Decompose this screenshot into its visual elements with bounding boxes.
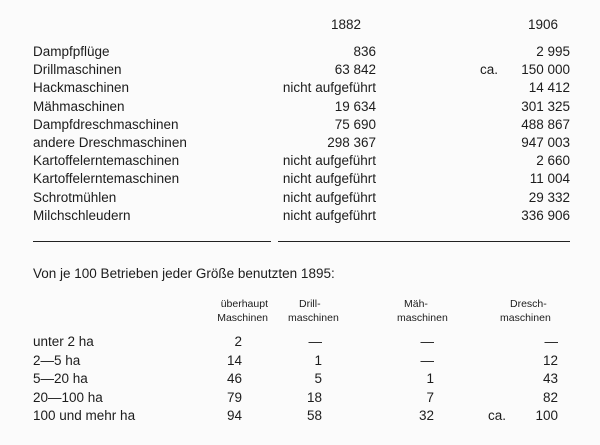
machine-name: Kartoffelerntemaschinen <box>33 171 180 187</box>
value-1906: 150 000 <box>521 62 570 78</box>
value-1906: 301 325 <box>521 98 570 114</box>
value-1882: nicht aufgeführt <box>282 171 376 187</box>
value-drill: — <box>308 334 322 349</box>
farm-size: 5—20 ha <box>33 371 88 386</box>
farm-size: 2—5 ha <box>33 352 81 368</box>
value-threshing: 100 <box>535 408 558 423</box>
value-threshing: — <box>544 334 558 349</box>
value-mowing: — <box>420 352 434 368</box>
value-1906: 947 003 <box>521 135 570 150</box>
value-1882: nicht aufgeführt <box>282 207 376 223</box>
value-1906: 336 906 <box>521 207 570 223</box>
value-1882: 19 634 <box>334 98 376 114</box>
machine-name: Dampfdreschmaschinen <box>33 116 179 132</box>
value-1882: nicht aufgeführt <box>282 189 376 205</box>
value-drill: 1 <box>314 352 322 368</box>
value-drill: 58 <box>306 408 322 423</box>
value-drill: 18 <box>306 389 322 405</box>
approx-prefix: ca. <box>488 408 507 423</box>
value-mowing: — <box>420 334 434 349</box>
machine-name: Dampfpflüge <box>33 44 110 59</box>
machine-name: Hackmaschinen <box>33 80 130 96</box>
machine-name: Drillmaschinen <box>33 62 122 78</box>
header-threshing-machines: Dresch- maschinen <box>500 298 551 324</box>
value-mowing: 7 <box>426 389 434 405</box>
value-1906: 2 995 <box>536 44 570 59</box>
value-all-machines: 2 <box>234 334 242 349</box>
machine-name: Milchschleudern <box>33 207 131 223</box>
farm-size: 20—100 ha <box>33 389 103 405</box>
value-1882: nicht aufgeführt <box>282 80 376 96</box>
divider-right <box>278 241 570 242</box>
farm-size: unter 2 ha <box>33 334 94 349</box>
value-all-machines: 14 <box>226 352 242 368</box>
farm-size: 100 und mehr ha <box>33 408 136 423</box>
value-1906: 29 332 <box>528 189 570 205</box>
value-1906: 2 660 <box>536 153 570 169</box>
value-all-machines: 79 <box>226 389 242 405</box>
year-1882-header: 1882 <box>331 17 362 32</box>
value-mowing: 32 <box>418 408 434 423</box>
machine-name: Schrotmühlen <box>33 189 117 205</box>
value-1906: 488 867 <box>521 116 570 132</box>
machine-name: Kartoffelerntemaschinen <box>33 153 180 169</box>
header-drill-machines: Drill- maschinen <box>288 298 339 324</box>
value-mowing: 1 <box>426 371 434 386</box>
value-all-machines: 46 <box>226 371 242 386</box>
value-drill: 5 <box>314 371 322 386</box>
header-mowing-machines: Mäh- maschinen <box>397 298 448 324</box>
value-1882: 836 <box>353 44 376 59</box>
divider-left <box>33 241 271 242</box>
machine-name: andere Dreschmaschinen <box>33 135 187 150</box>
value-threshing: 43 <box>542 371 558 386</box>
approx-prefix: ca. <box>480 62 499 78</box>
header-all-machines: überhaupt Maschinen <box>217 298 268 324</box>
usage-table-title: Von je 100 Betrieben jeder Größe benutzten 1895: <box>33 266 335 281</box>
value-1882: 298 367 <box>327 135 376 150</box>
value-1906: 14 412 <box>528 80 570 96</box>
value-1906: 11 004 <box>529 171 570 187</box>
value-all-machines: 94 <box>226 408 242 423</box>
value-1882: 75 690 <box>334 116 376 132</box>
year-1906-header: 1906 <box>528 17 559 32</box>
value-threshing: 12 <box>542 352 558 368</box>
machine-name: Mähmaschinen <box>33 98 125 114</box>
value-threshing: 82 <box>542 389 558 405</box>
value-1882: nicht aufgeführt <box>282 153 376 169</box>
value-1882: 63 842 <box>334 62 376 78</box>
